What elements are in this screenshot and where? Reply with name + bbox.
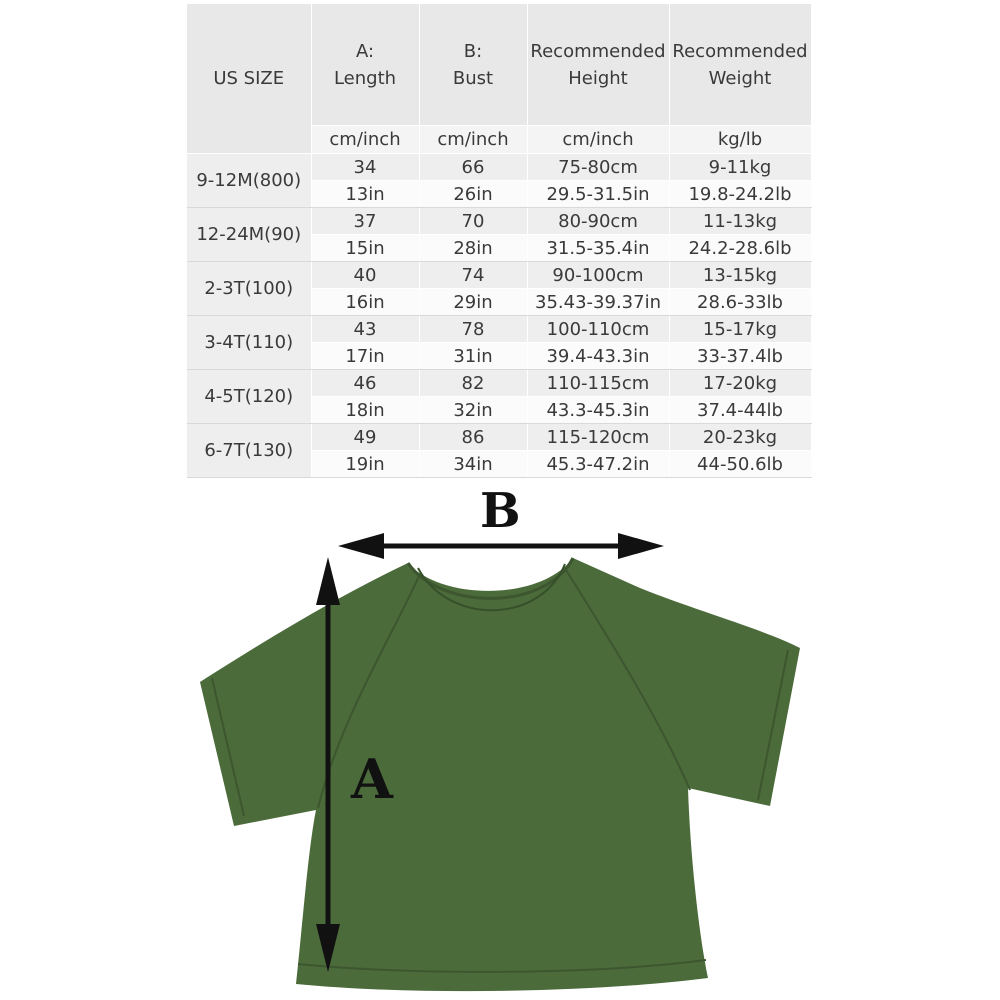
cm-value-cell: 80-90cm [527,208,669,235]
cm-value-cell: 17-20kg [669,370,811,397]
length-arrow-top-head [316,557,340,605]
label-b: B [480,483,521,539]
header-weight-label: Recommended Weight [672,40,808,89]
inch-value-cell: 17in [311,343,419,370]
cm-value-cell: 34 [311,154,419,181]
inch-value-cell: 45.3-47.2in [527,451,669,478]
cm-value-cell: 100-110cm [527,316,669,343]
cm-value-cell: 75-80cm [527,154,669,181]
bust-arrow-right-head [618,533,664,559]
cm-value-cell: 46 [311,370,419,397]
size-label-cell: 12-24M(90) [187,208,311,262]
inch-value-cell: 34in [419,451,527,478]
inch-value-cell: 29in [419,289,527,316]
size-label-cell: 3-4T(110) [187,316,311,370]
inch-value-cell: 37.4-44lb [669,397,811,424]
cm-value-cell: 49 [311,424,419,451]
cm-value-cell: 86 [419,424,527,451]
cm-value-cell: 74 [419,262,527,289]
inch-value-cell: 19.8-24.2lb [669,181,811,208]
cm-value-cell: 9-11kg [669,154,811,181]
t-shirt-illustration [200,558,800,991]
label-a: A [351,747,393,811]
cm-value-cell: 78 [419,316,527,343]
header-bust-label: B: Bust [452,40,494,89]
inch-value-cell: 28in [419,235,527,262]
header-us-size-label: US SIZE [213,68,285,89]
inch-value-cell: 43.3-45.3in [527,397,669,424]
bust-arrow-left-head [338,533,384,559]
cm-value-cell: 66 [419,154,527,181]
cm-value-cell: 37 [311,208,419,235]
cm-value-cell: 20-23kg [669,424,811,451]
size-label-cell: 2-3T(100) [187,262,311,316]
size-label-cell: 9-12M(800) [187,154,311,208]
inch-value-cell: 19in [311,451,419,478]
cm-value-cell: 43 [311,316,419,343]
inch-value-cell: 44-50.6lb [669,451,811,478]
inch-value-cell: 33-37.4lb [669,343,811,370]
cm-value-cell: 15-17kg [669,316,811,343]
inch-value-cell: 15in [311,235,419,262]
inch-value-cell: 35.43-39.37in [527,289,669,316]
inch-value-cell: 39.4-43.3in [527,343,669,370]
unit-bust: cm/inch [419,126,527,154]
inch-value-cell: 18in [311,397,419,424]
cm-value-cell: 90-100cm [527,262,669,289]
t-shirt-body [200,558,800,991]
size-label-cell: 6-7T(130) [187,424,311,478]
inch-value-cell: 29.5-31.5in [527,181,669,208]
inch-value-cell: 31in [419,343,527,370]
unit-length: cm/inch [311,126,419,154]
header-length-label: A: Length [333,40,397,89]
inch-value-cell: 28.6-33lb [669,289,811,316]
header-height-label: Recommended Height [530,40,666,89]
unit-height: cm/inch [527,126,669,154]
inch-value-cell: 24.2-28.6lb [669,235,811,262]
cm-value-cell: 82 [419,370,527,397]
size-label-cell: 4-5T(120) [187,370,311,424]
cm-value-cell: 110-115cm [527,370,669,397]
inch-value-cell: 32in [419,397,527,424]
cm-value-cell: 115-120cm [527,424,669,451]
inch-value-cell: 26in [419,181,527,208]
inch-value-cell: 31.5-35.4in [527,235,669,262]
cm-value-cell: 40 [311,262,419,289]
cm-value-cell: 70 [419,208,527,235]
inch-value-cell: 13in [311,181,419,208]
cm-value-cell: 13-15kg [669,262,811,289]
unit-weight: kg/lb [669,126,811,154]
inch-value-cell: 16in [311,289,419,316]
cm-value-cell: 11-13kg [669,208,811,235]
